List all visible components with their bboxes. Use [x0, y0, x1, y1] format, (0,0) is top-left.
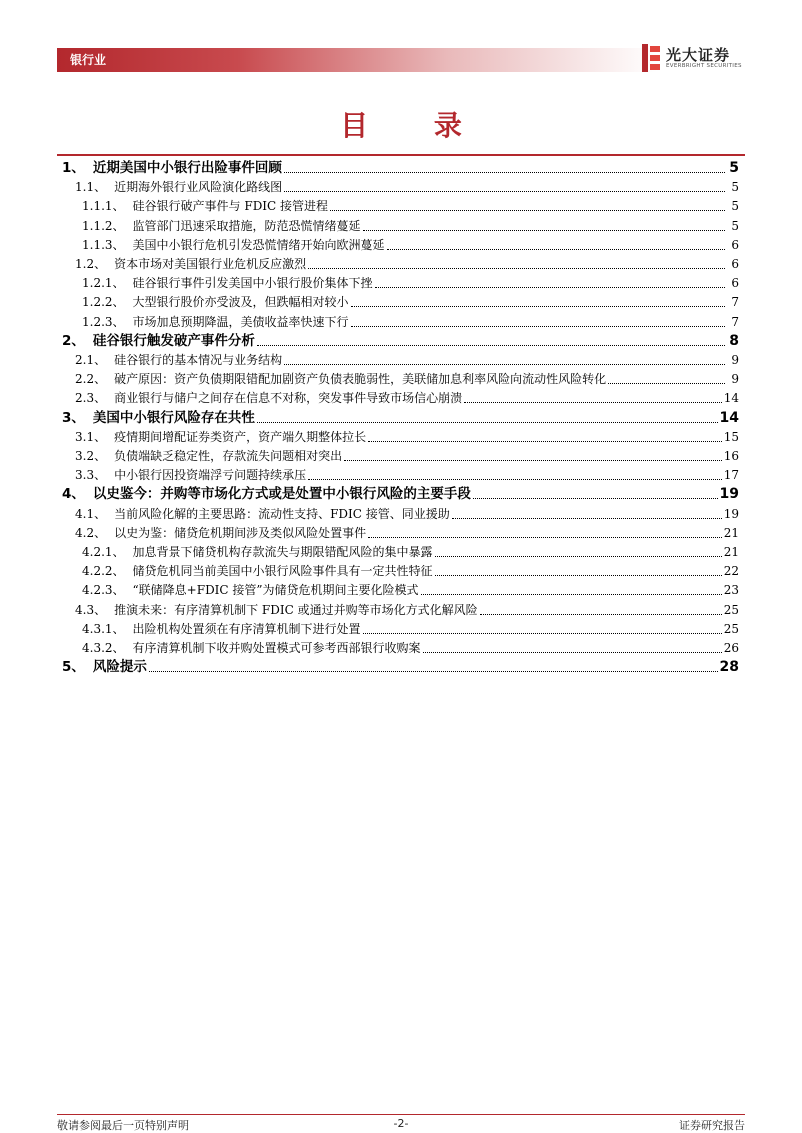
- toc-entry[interactable]: [82, 621, 739, 637]
- toc-entry-page: 6: [731, 237, 739, 252]
- toc-entry-page: 15: [723, 429, 739, 444]
- toc-entry[interactable]: [82, 563, 739, 579]
- toc-entry-title: 以史鉴今：并购等市场化方式或是处置中小银行风险的主要手段: [92, 486, 471, 503]
- toc-entry-page: 19: [719, 486, 739, 503]
- toc-entry-number: 1.1.1、: [82, 199, 125, 214]
- toc-dot-leader: [257, 337, 725, 346]
- toc-dot-leader: [375, 279, 725, 288]
- toc-dot-leader: [368, 433, 722, 442]
- toc-entry-title: 风险提示: [92, 659, 147, 676]
- toc-entry-number: 4.3、: [75, 602, 107, 617]
- toc-entry-title: 有序清算机制下收并购处置模式可参考西部银行收购案: [132, 641, 421, 655]
- toc-entry-page: 21: [723, 525, 739, 540]
- toc-dot-leader: [330, 202, 725, 211]
- toc-entry-title: 近期美国中小银行出险事件回顾: [92, 160, 282, 176]
- toc-entry-number: 3、: [62, 409, 85, 426]
- header-bar: [57, 48, 657, 72]
- toc-entry[interactable]: [82, 544, 739, 560]
- toc-entry-number: 4.2.3、: [82, 583, 125, 598]
- toc-entry-number: 1、: [62, 160, 85, 176]
- toc-entry-title: 硅谷银行事件引发美国中小银行股价集体下挫: [132, 276, 373, 291]
- company-logo: [640, 42, 750, 74]
- toc-entry-page: 19: [723, 506, 739, 521]
- toc-entry-title: 中小银行因投资端浮亏问题持续承压: [114, 468, 307, 483]
- title-divider: [57, 154, 745, 156]
- logo-text-en: EVERBRIGHT SECURITIES: [666, 63, 742, 69]
- toc-entry-page: 8: [729, 332, 739, 349]
- toc-entry-number: 1.1.2、: [82, 218, 125, 233]
- toc-entry-page: 17: [723, 468, 739, 483]
- toc-entry-page: 6: [731, 276, 739, 291]
- footer: [57, 1114, 745, 1132]
- section-label: 银行业: [70, 53, 107, 67]
- footer-report-type: 证券研究报告: [679, 1119, 745, 1132]
- toc-entry[interactable]: [75, 467, 739, 483]
- toc-entry[interactable]: [75, 448, 739, 464]
- toc-dot-leader: [423, 644, 722, 653]
- toc-entry-page: 6: [731, 257, 739, 271]
- toc-dot-leader: [464, 394, 722, 403]
- page-title: 目 录: [340, 109, 490, 142]
- toc-entry-title: 硅谷银行破产事件与 FDIC 接管进程: [132, 199, 329, 214]
- toc-entry[interactable]: [75, 506, 739, 522]
- toc-entry[interactable]: [62, 659, 739, 675]
- toc-entry-title: 资本市场对美国银行业危机反应激烈: [114, 257, 307, 271]
- toc-dot-leader: [351, 298, 725, 307]
- toc-entry-number: 1.2.1、: [82, 276, 125, 291]
- toc-dot-leader: [435, 567, 722, 576]
- toc-entry[interactable]: [75, 352, 739, 368]
- toc-entry-title: 储贷危机同当前美国中小银行风险事件具有一定共性特征: [132, 564, 433, 579]
- toc-dot-leader: [344, 452, 722, 461]
- toc-entry[interactable]: [75, 525, 739, 541]
- toc-entry-page: 9: [731, 353, 739, 367]
- toc-dot-leader: [363, 625, 722, 634]
- toc-entry-page: 16: [723, 449, 739, 463]
- toc-dot-leader: [284, 164, 725, 173]
- toc-entry-number: 2.1、: [75, 353, 107, 367]
- toc-dot-leader: [387, 241, 725, 250]
- toc-entry-number: 4.2.1、: [82, 545, 125, 559]
- toc-entry[interactable]: [62, 160, 739, 176]
- toc-entry[interactable]: [82, 582, 739, 598]
- toc-dot-leader: [368, 529, 722, 538]
- toc-entry-title: 破产原因：资产负债期限错配加剧资产负债表脆弱性，美联储加息利率风险向流动性风险转化: [114, 372, 607, 387]
- toc-entry[interactable]: [82, 314, 739, 330]
- toc-dot-leader: [421, 586, 722, 595]
- toc-dot-leader: [452, 510, 722, 519]
- toc-entry-title: 美国中小银行危机引发恐慌情绪开始向欧洲蔓延: [132, 237, 385, 252]
- toc-entry-title: 推演未来：有序清算机制下 FDIC 或通过并购等市场化方式化解风险: [114, 602, 478, 617]
- toc-entry-page: 23: [723, 583, 739, 598]
- toc-entry-title: 硅谷银行触发破产事件分析: [92, 332, 255, 349]
- toc-dot-leader: [308, 471, 722, 480]
- toc-entry-page: 14: [719, 409, 739, 426]
- page-number: -2-: [393, 1117, 409, 1130]
- toc-entry-number: 2.2、: [75, 372, 107, 387]
- toc-entry-number: 1.1.3、: [82, 237, 125, 252]
- toc-entry-title: 市场加息预期降温，美债收益率快速下行: [132, 314, 349, 329]
- toc-entry[interactable]: [82, 218, 739, 234]
- toc-entry[interactable]: [82, 237, 739, 253]
- toc-entry-page: 5: [731, 199, 739, 214]
- toc-entry-page: 5: [731, 180, 739, 195]
- toc-entry-number: 2.3、: [75, 391, 107, 406]
- toc-entry-number: 1.2、: [75, 257, 107, 271]
- toc-entry-number: 3.3、: [75, 468, 107, 483]
- toc-entry[interactable]: [82, 198, 739, 214]
- toc-entry[interactable]: [75, 371, 739, 387]
- toc-entry-title: 疫情期间增配证券类资产，资产端久期整体拉长: [114, 429, 367, 444]
- toc-entry[interactable]: [75, 179, 739, 195]
- toc-entry-page: 21: [723, 545, 739, 559]
- toc-entry-page: 7: [731, 295, 739, 310]
- toc-entry[interactable]: [62, 410, 739, 426]
- toc-entry-number: 4.1、: [75, 506, 107, 521]
- toc-dot-leader: [435, 548, 722, 557]
- toc-entry-page: 5: [731, 218, 739, 233]
- toc-entry-title: 硅谷银行的基本情况与业务结构: [114, 353, 283, 367]
- toc-entry[interactable]: [62, 333, 739, 349]
- toc-dot-leader: [284, 356, 725, 365]
- toc-entry-page: 22: [723, 564, 739, 579]
- toc-entry[interactable]: [75, 602, 739, 618]
- toc-entry[interactable]: [75, 390, 739, 406]
- toc-dot-leader: [473, 490, 718, 499]
- toc-entry[interactable]: [82, 294, 739, 310]
- toc-entry-title: 出险机构处置须在有序清算机制下进行处置: [132, 621, 361, 636]
- toc-entry-page: 9: [731, 372, 739, 387]
- toc-entry-page: 25: [723, 602, 739, 617]
- logo-mark-icon: [640, 44, 662, 72]
- toc-dot-leader: [284, 183, 725, 192]
- toc-entry-title: “联储降息+FDIC 接管”为储贷危机期间主要化险模式: [132, 583, 419, 598]
- toc-entry-page: 5: [729, 160, 739, 176]
- toc-entry-number: 4.3.2、: [82, 641, 125, 655]
- toc-entry-number: 3.1、: [75, 429, 107, 444]
- toc-entry-number: 5、: [62, 659, 85, 676]
- toc-entry-number: 4、: [62, 486, 85, 503]
- toc-entry-page: 14: [723, 391, 739, 406]
- toc-entry-number: 1.1、: [75, 180, 107, 195]
- toc-entry-title: 近期海外银行业风险演化路线图: [114, 180, 283, 195]
- toc-entry[interactable]: [62, 486, 739, 502]
- toc-dot-leader: [149, 663, 718, 672]
- toc-entry-number: 1.2.3、: [82, 314, 125, 329]
- toc-entry-title: 加息背景下储贷机构存款流失与期限错配风险的集中暴露: [132, 545, 433, 559]
- toc-entry[interactable]: [82, 640, 739, 656]
- toc-dot-leader: [257, 414, 718, 423]
- toc-entry-number: 4.3.1、: [82, 621, 125, 636]
- toc-entry-title: 商业银行与储户之间存在信息不对称，突发事件导致市场信心崩溃: [114, 391, 463, 406]
- toc-entry-page: 26: [723, 641, 739, 655]
- toc-dot-leader: [608, 375, 725, 384]
- toc-dot-leader: [308, 260, 725, 269]
- footer-disclaimer: 敬请参阅最后一页特别声明: [57, 1119, 189, 1132]
- toc-entry[interactable]: [82, 275, 739, 291]
- toc-entry-number: 4.2.2、: [82, 564, 125, 579]
- toc-entry-number: 4.2、: [75, 525, 107, 540]
- toc-entry-title: 以史为鉴：储贷危机期间涉及类似风险处置事件: [114, 525, 367, 540]
- logo-text-cn: 光大证券: [666, 46, 731, 64]
- toc-entry-title: 监管部门迅速采取措施，防范恐慌情绪蔓延: [132, 218, 361, 233]
- toc-entry[interactable]: [75, 256, 739, 272]
- toc-entry-title: 美国中小银行风险存在共性: [92, 409, 255, 426]
- toc-entry-title: 大型银行股价亦受波及，但跌幅相对较小: [132, 295, 349, 310]
- toc-entry-page: 7: [731, 314, 739, 329]
- toc-entry-number: 2、: [62, 332, 85, 349]
- toc-dot-leader: [480, 606, 722, 615]
- toc-dot-leader: [363, 222, 725, 231]
- toc-dot-leader: [351, 318, 725, 327]
- toc-entry-title: 负债端缺乏稳定性，存款流失问题相对突出: [114, 449, 343, 463]
- toc-entry-title: 当前风险化解的主要思路：流动性支持、FDIC 接管、同业援助: [114, 506, 450, 521]
- toc-entry-page: 28: [719, 659, 739, 676]
- toc-entry-number: 1.2.2、: [82, 295, 125, 310]
- toc-entry-page: 25: [723, 621, 739, 636]
- toc-entry[interactable]: [75, 429, 739, 445]
- toc-entry-number: 3.2、: [75, 449, 107, 463]
